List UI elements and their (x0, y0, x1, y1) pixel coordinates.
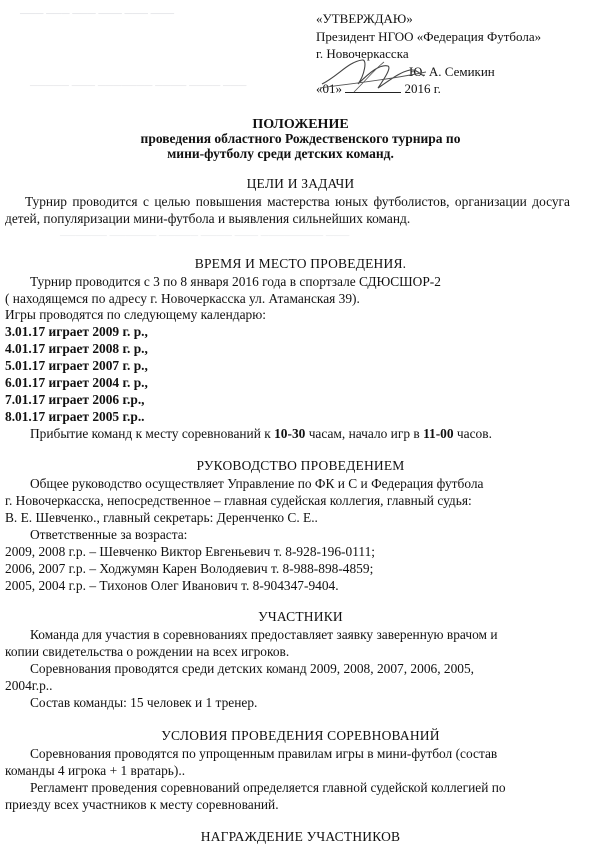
section-heading-awards: НАГРАЖДЕНИЕ УЧАСТНИКОВ (200, 829, 401, 844)
conditions-line-2: команды 4 игрока + 1 вратарь).. (5, 763, 186, 778)
participants-line-4: 2004г.р.. (5, 678, 53, 693)
section-heading-management: РУКОВОДСТВО ПРОВЕДЕНИЕМ (196, 458, 405, 473)
schedule-item: 7.01.17 играет 2006 г.р., (5, 392, 145, 407)
bleed-through-text: ───── ─── ─────── ──── ──── ─── (30, 80, 247, 92)
goals-text: Турнир проводится с целью повышения мастерства юных футболистов, организации досуга детей, популяризации мини-футбола и выявления сильнейших команд. (5, 194, 570, 226)
section-heading-conditions: УСЛОВИЯ ПРОВЕДЕНИЯ СОРЕВНОВАНИЙ (161, 728, 440, 743)
approval-date-year: 2016 г. (404, 81, 441, 96)
schedule-item: 8.01.17 играет 2005 г.р.. (5, 409, 145, 424)
time-place-line-1: Турнир проводится с 3 по 8 января 2016 года в спортзале СДЮСШОР-2 (30, 274, 441, 289)
participants-line-3: Соревнования проводятся среди детских команд 2009, 2008, 2007, 2006, 2005, (30, 661, 475, 676)
arrival-text-1: Прибытие команд к месту соревнований к (30, 426, 275, 441)
management-line-1: Общее руководство осуществляет Управление по ФК и С и Федерация футбола (30, 476, 484, 491)
participants-line-1: Команда для участия в соревнованиях предоставляет заявку заверенную врачом и (30, 627, 498, 642)
section-heading-goals: ЦЕЛИ И ЗАДАЧИ (246, 176, 355, 191)
conditions-line-3: Регламент проведения соревнований определяется главной судейской коллегией по (30, 780, 506, 795)
time-place-line-3: Игры проводятся по следующему календарю: (5, 307, 266, 322)
arrival-text-3: часов. (453, 426, 492, 441)
bleed-through-text: ────── ────── ───── ──── ─── ──────── ─── (60, 230, 350, 242)
conditions-line-1: Соревнования проводятся по упрощенным правилам игры в мини-футбол (состав (30, 746, 498, 761)
section-heading-time-place: ВРЕМЯ И МЕСТО ПРОВЕДЕНИЯ. (194, 256, 407, 271)
approval-label: «УТВЕРЖДАЮ» (316, 11, 413, 26)
document-title: ПОЛОЖЕНИЕ (252, 117, 349, 132)
participants-line-2: копии свидетельства о рождении на всех игроков. (5, 644, 290, 659)
conditions-line-4: приезду всех участников к месту соревнований. (5, 797, 279, 812)
title-line-1: проведения областного Рождественского турнира по (140, 131, 461, 146)
schedule-item: 6.01.17 играет 2004 г. р., (5, 375, 148, 390)
approval-date-day: «01» (316, 81, 342, 96)
time-place-line-2: ( находящемся по адресу г. Новочеркасска ул. Атаманская 39). (5, 291, 360, 306)
management-line-4: Ответственные за возраста: (30, 527, 188, 542)
schedule-item: 4.01.17 играет 2008 г. р., (5, 341, 148, 356)
management-line-3: В. Е. Шевченко., главный секретарь: Деренченко С. Е.. (5, 510, 318, 525)
arrival-time: 10-30 (274, 426, 306, 441)
approval-position: Президент НГОО «Федерация Футбола» (316, 28, 542, 44)
management-contact: 2006, 2007 г.р. – Ходжумян Карен Володяевич т. 8-988-898-4859; (5, 561, 374, 576)
approval-signer: Ю. А. Семикин (409, 63, 495, 79)
arrival-text-2: часам, начало игр в (305, 426, 424, 441)
management-contact: 2009, 2008 г.р. – Шевченко Виктор Евгеньевич т. 8-928-196-0111; (5, 544, 376, 559)
management-contact: 2005, 2004 г.р. – Тихонов Олег Иванович т. 8-904347-9404. (5, 578, 339, 593)
schedule-item: 5.01.17 играет 2007 г. р., (5, 358, 148, 373)
signature (318, 54, 428, 96)
management-line-2: г. Новочеркасска, непосредственное – главная судейская коллегия, главный судья: (5, 493, 472, 508)
title-line-2: мини-футболу среди детских команд. (167, 146, 394, 161)
approval-city: г. Новочеркасска (316, 46, 409, 61)
bleed-through-text: ─── ─── ─── ─── ─── ─── (20, 8, 175, 20)
section-heading-participants: УЧАСТНИКИ (258, 609, 343, 624)
participants-line-5: Состав команды: 15 человек и 1 тренер. (30, 695, 258, 710)
start-time: 11-00 (423, 426, 454, 441)
schedule-item: 3.01.17 играет 2009 г. р., (5, 324, 148, 339)
arrival-line (30, 426, 492, 442)
